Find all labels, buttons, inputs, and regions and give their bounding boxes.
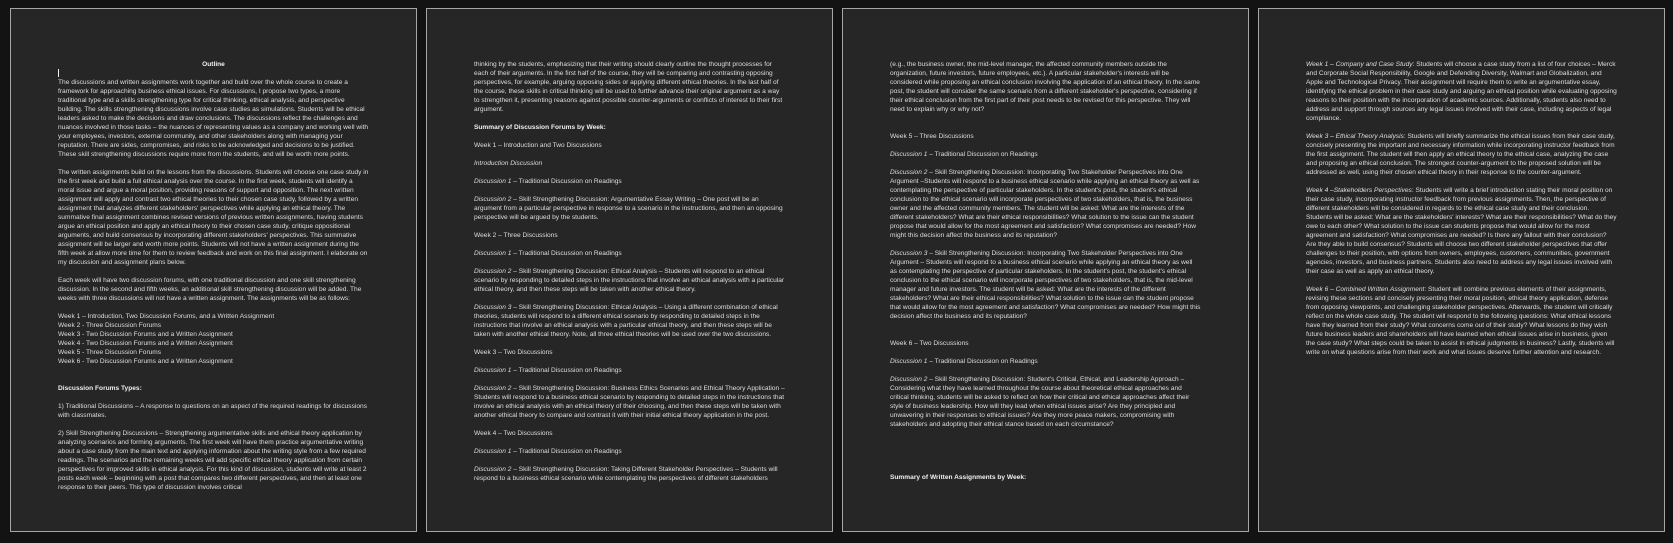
paragraph[interactable] bbox=[474, 348, 785, 357]
paragraph[interactable] bbox=[1306, 186, 1617, 276]
paragraph[interactable] bbox=[474, 231, 785, 240]
section-heading[interactable] bbox=[474, 123, 785, 132]
text-run: : Students will write a brief introduction stating their moral position on their case study, incorporating instructor feedback from previous assignments. Then, the perspective of different stakeholders will be considered in regards to the ethical case study and their conclusion. Students will be asked: What are the stakeholders' interests? What are their responsibilities? What do they owe to each other? What solution to the issue can students propose that would allow for the most agreement and satisfaction? What compromises are needed? Is there any fallout with their conclusion? Are they able to build consensus? Students will choose two different stakeholder perspectives that offer challenges to their position, with options from owners, employees, customers, communities, government agencies, investors, and business partners. Students also need to address any legal issues involved with their case as well as apply an ethical theory. bbox=[1306, 187, 1617, 275]
document-title[interactable] bbox=[58, 60, 369, 69]
paragraph[interactable] bbox=[474, 447, 785, 456]
text-run: Week 3 - Two Discussion Forums and a Written Assignment bbox=[58, 331, 233, 338]
document-page-2[interactable] bbox=[426, 8, 833, 532]
text-run: Discussion Forums Types: bbox=[58, 385, 142, 392]
text-run: (e.g., the business owner, the mid-level manager, the affected community members outside the organization, future investors, future employees, etc.). A particular stakeholder's interests will be considered while proposing an ethical conclusion involving the application of an ethical theory. In the same post, the student will consider the same scenario from a different stakeholder's perspective, considering if their ethical conclusion from the first part of their post needs to be revised for this perspective. They will need to explain why or why not? bbox=[890, 61, 1200, 113]
paragraph[interactable] bbox=[58, 429, 369, 492]
text-run: Summary of Written Assignments by Week: bbox=[890, 474, 1027, 481]
text-run: – Traditional Discussion on Readings bbox=[511, 250, 622, 257]
paragraph[interactable] bbox=[474, 177, 785, 186]
paragraph[interactable] bbox=[474, 366, 785, 375]
text-run: – Traditional Discussion on Readings bbox=[511, 448, 622, 455]
text-run: – Skill Strengthening Discussion: Argumentative Essay Writing – One post will be an argument from a particular perspective in response to a scenario in the instructions, and then an opposing perspective will be argued by the students. bbox=[474, 196, 783, 221]
paragraph[interactable] bbox=[474, 465, 785, 483]
list-line[interactable] bbox=[58, 321, 369, 330]
text-run: Discussion 1 bbox=[474, 448, 512, 455]
spacer bbox=[890, 330, 1201, 339]
text-run: Discussion 2 bbox=[890, 376, 928, 383]
text-run: Week 4 – Two Discussions bbox=[474, 430, 553, 437]
text-run: Discussion 1 bbox=[890, 151, 928, 158]
text-run: Discussion 3 bbox=[474, 304, 512, 311]
cursor-line bbox=[58, 69, 369, 78]
text-run: Discussion 2 bbox=[474, 385, 512, 392]
text-run: – Skill Strengthening Discussion: Taking Different Stakeholder Perspectives – Students will respond to a business ethical scenario while contemplating the perspectives of different stakeholders bbox=[474, 466, 778, 482]
text-run: Week 1 – Company and Case Study bbox=[1306, 61, 1413, 68]
text-run: 2) Skill Strengthening Discussions – Strengthening argumentative skills and ethical theory application by analyzing scenarios and forming arguments. The first week will have them practice argumentative writing about a case study from the main text and applying information about the writing style from a few required readings. The scenarios and the remaining weeks will add specific ethical theory application from certain perspectives for improved skills in ethical analysis. For this kind of discussion, students will write at least 2 posts each week – beginning with a post that compares two different perspectives, and then at least one response to their peers. This type of discussion involves critical bbox=[58, 430, 367, 491]
paragraph[interactable] bbox=[474, 303, 785, 339]
text-run: Discussion 2 bbox=[474, 196, 512, 203]
text-run: Discussion 1 bbox=[474, 367, 512, 374]
text-run: Week 2 - Three Discussion Forums bbox=[58, 322, 162, 329]
paragraph[interactable] bbox=[474, 384, 785, 420]
text-run: Week 4 - Two Discussion Forums and a Written Assignment bbox=[58, 340, 233, 347]
text-run: Discussion 3 bbox=[890, 250, 928, 257]
list-line[interactable] bbox=[58, 357, 369, 366]
text-run: – Skill Strengthening Discussion: Incorporating Two Stakeholder Perspectives into One Argument – Students will respond to a business ethical scenario while applying an ethical theory as well as contemplating the perspective of particular stakeholders. In the student's post, the student's ethical conclusion to the ethical scenario will incorporate perspectives of two stakeholders, that is, the mid-level manager and future investors. The student will be asked: What are the interests of the different stakeholders? What are their ethical responsibilities? What solution to the issue can the student propose that would allow for the most agreement and satisfaction? What compromises are needed? How might this decision affect the business and its reputation? bbox=[890, 250, 1201, 320]
paragraph[interactable] bbox=[474, 60, 785, 114]
list-line[interactable] bbox=[58, 330, 369, 339]
text-run: Week 2 – Three Discussions bbox=[474, 232, 558, 239]
text-run: – Skill Strengthening Discussion: Business Ethics Scenarios and Ethical Theory Application – Students will respond to a business ethical scenario by responding to detailed steps in the instructions that involve an ethical analysis with an ethical theory of their choosing, and then these steps will be taken with another ethical theory to compare and contrast it with their initial ethical theory application in the post. bbox=[474, 385, 785, 419]
paragraph[interactable] bbox=[890, 249, 1201, 321]
paragraph[interactable] bbox=[1306, 60, 1617, 123]
text-run: The discussions and written assignments work together and build over the whole course to create a framework for approaching business ethical issues. For discussions, I propose two types, a more traditional type and a skills strengthening type for critical thinking, ethical analysis, and perspective building. The skills strengthening discussions involve case studies as simulations. Students will be ethical leaders asked to make the decisions and draw conclusions. The discussions reflect the challenges and nuances involved in those tasks – the nuances of representing values as a company and working well with your employees, investors, external community, and other stakeholders along with managing your reputation. There are sides, compromises, and risks to be acknowledged and decisions to be justified. These skill strengthening discussions require more from the students, and will be worth more points. bbox=[58, 79, 369, 158]
text-run: : Students will choose a case study from a list of four choices – Merck and Corporate Social Responsibility, Google and Defending Diversity, Walmart and Globalization, and Apple and Technological Privacy. Their assignment will require them to write an argumentative essay, identifying the ethical problem in their case study and arguing an ethical position while evaluating opposing reasons to their position with the incorporation of academic sources. Additionally, students also need to address and support through sources any legal issues involved with their case, including aspects of legal compliance. bbox=[1306, 61, 1617, 122]
paragraph[interactable] bbox=[474, 249, 785, 258]
text-run: Week 5 – Three Discussions bbox=[890, 133, 974, 140]
document-page-3[interactable] bbox=[842, 8, 1249, 532]
spacer bbox=[58, 366, 369, 384]
paragraph[interactable] bbox=[890, 339, 1201, 348]
text-run: : Student will combine previous elements of their assignments, revising these sections and concisely presenting their moral position, ethical theory application, defense from opposing viewpoints, and challenging stakeholder perspectives. Afterwards, the student will critically reflect on the whole case study. The student will respond to the following questions: What ethical lessons have they learned from their study? What concerns come out of their study? What lessons do they wish future business leaders and shareholders will have learned when ethical issues arise in business, given the case study? What steps could be taken to assist in ethical judgments in business? Lastly, students will write on what questions arise from their work and what issues deserve further attention and research. bbox=[1306, 286, 1615, 356]
text-run: Week 1 – Introduction, Two Discussion Forums, and a Written Assignment bbox=[58, 313, 275, 320]
text-run: Discussion 1 bbox=[474, 250, 512, 257]
paragraph[interactable] bbox=[890, 375, 1201, 429]
text-cursor bbox=[58, 69, 59, 77]
text-run: Week 6 – Combined Written Assignment bbox=[1306, 286, 1425, 293]
text-run: The written assignments build on the lessons from the discussions. Students will choose one case study in the first week and build a full ethical analysis over the course. In the first week, students will identify a moral issue and argue a moral position, providing reasons of support and opposition. The next written assignment will apply and contrast two ethical theories to their chosen case study, followed by a written assignment that analyzes different stakeholders' perspectives while applying an ethical theory. The summative final assignment combines revised versions of previous written assignments, having students argue an ethical position and apply an ethical theory to their chosen case study, critique oppositional arguments, and build consensus by incorporating different stakeholders' perspectives. This summative assignment will be larger and worth more points. Students will not have a written assignment during the fifth week at allow more time for them to review feedback and work on this final assignment. I elaborate on my discussion and assignment plans below. bbox=[58, 169, 369, 266]
text-run: Discussion 2 bbox=[474, 466, 512, 473]
text-run: – Skill Strengthening Discussion: Ethical Analysis – Students will respond to an ethical scenario by responding to detailed steps in the instructions that involve an ethical analysis with a particular ethical theory, and then these steps will be taken with another ethical theory. bbox=[474, 268, 785, 293]
text-run: 1) Traditional Discussions – A response to questions on an aspect of the required readings for discussions with classmates. bbox=[58, 403, 367, 419]
text-run: – Traditional Discussion on Readings bbox=[927, 151, 1038, 158]
text-run: Week 4 –Stakeholders Perspectives bbox=[1306, 187, 1412, 194]
paragraph[interactable] bbox=[58, 276, 369, 303]
paragraph[interactable] bbox=[474, 267, 785, 294]
paragraph[interactable] bbox=[474, 159, 785, 168]
text-run: – Traditional Discussion on Readings bbox=[511, 367, 622, 374]
paragraph[interactable] bbox=[58, 168, 369, 267]
text-run: Discussion 2 bbox=[474, 268, 512, 275]
paragraph[interactable] bbox=[890, 132, 1201, 141]
text-run: Discussion 1 bbox=[890, 358, 928, 365]
paragraph[interactable] bbox=[890, 60, 1201, 114]
text-run: Discussion 1 bbox=[474, 178, 512, 185]
section-heading[interactable] bbox=[890, 473, 1201, 482]
text-run: – Skill Strengthening Discussion: Incorporating Two Stakeholder Perspectives into One Argument –Students will respond to a business ethical scenario while applying an ethical theory as well as contemplating the perspective of particular stakeholders. In the student's post, the student's ethical conclusion to the ethical scenario will incorporate perspectives of two stakeholders, that is, the business owner and the affected community members. The student will be asked: What are the interests of the different stakeholders? What are their ethical responsibilities? What solution to the issue can the student propose that would allow for the most agreement and satisfaction? What compromises are needed? How might this decision affect the business and its reputation? bbox=[890, 169, 1200, 239]
spacer bbox=[890, 438, 1201, 473]
paragraph[interactable] bbox=[474, 429, 785, 438]
document-page-4[interactable] bbox=[1258, 8, 1665, 532]
paragraph[interactable] bbox=[890, 168, 1201, 240]
text-run: Week 6 – Two Discussions bbox=[890, 340, 969, 347]
list-line[interactable] bbox=[58, 348, 369, 357]
text-run: Week 6 - Two Discussion Forums and a Written Assignment bbox=[58, 358, 233, 365]
list-line[interactable] bbox=[58, 312, 369, 321]
text-run: – Skill Strengthening Discussion: Student's Critical, Ethical, and Leadership Approach – Considering what they have learned throughout the course about theoretical ethical approaches and critical thinking, students will be asked to reflect on how their critical and ethical approaches affect their style of business leadership. How will they lead when ethical issues arise? Are they principled and unwavering in their responses to ethical issues? Are they more peace makers, compromising with stakeholders and adopting their ethical stance based on each circumstance? bbox=[890, 376, 1190, 428]
text-run: Week 3 – Ethical Theory Analysis bbox=[1306, 133, 1404, 140]
paragraph[interactable] bbox=[58, 402, 369, 420]
spacer bbox=[890, 123, 1201, 132]
text-run: Outline bbox=[202, 61, 225, 68]
text-run: Summary of Discussion Forums by Week: bbox=[474, 124, 606, 131]
text-run: – Traditional Discussion on Readings bbox=[927, 358, 1038, 365]
paragraph[interactable] bbox=[890, 150, 1201, 159]
text-run: Introduction Discussion bbox=[474, 160, 543, 167]
text-run: Week 5 - Three Discussion Forums bbox=[58, 349, 162, 356]
paragraph[interactable] bbox=[474, 141, 785, 150]
paragraph[interactable] bbox=[890, 357, 1201, 366]
text-run: : Students will briefly summarize the ethical issues from their case study, concisely presenting the important and necessary information while incorporating instructor feedback from the first assignment. The student will then apply an ethical theory to the ethical case, analyzing the case and proposing an ethical conclusion. The strongest counter-argument to the proposed solution will be addressed as well, using their chosen ethical theory in their response to the counter-argument. bbox=[1306, 133, 1615, 176]
text-run: thinking by the students, emphasizing that their writing should clearly outline the thought processes for each of their arguments. In the first half of the course, they will be comparing and contrasting opposing perspectives, for example, arguing opposing sides or applying different ethical theories. In the last half of the course, these skills in critical thinking will be used to further advance their original argument as a way to strengthen it, presenting reasons against possible counter-arguments or conflicts of interest to their first argument. bbox=[474, 61, 783, 113]
section-heading[interactable] bbox=[58, 384, 369, 393]
text-run: Week 1 – Introduction and Two Discussions bbox=[474, 142, 602, 149]
text-run: – Skill Strengthening Discussion: Ethical Analysis – Using a different combination of ethical theories, students will respond to a different ethical scenario by responding to detailed steps in the instructions that involve an ethical analysis with a particular ethical theory, and then these steps will be taken with another ethical theory. Note, all three ethical theories will be used over the two discussions. bbox=[474, 304, 778, 338]
text-run: – Traditional Discussion on Readings bbox=[511, 178, 622, 185]
text-run: Each week will have two discussion forums, with one traditional discussion and one skill strengthening discussion. In the second and fifth weeks, an additional skill strengthening discussion will be added. The weeks with three discussions will not have a written assignment. The assignments will be as follows: bbox=[58, 277, 362, 302]
paragraph[interactable] bbox=[58, 78, 369, 159]
text-run: Discussion 2 bbox=[890, 169, 928, 176]
paragraph[interactable] bbox=[474, 195, 785, 222]
list-line[interactable] bbox=[58, 339, 369, 348]
text-run: Week 3 – Two Discussions bbox=[474, 349, 553, 356]
paragraph[interactable] bbox=[1306, 285, 1617, 357]
document-page-1[interactable] bbox=[10, 8, 417, 532]
paragraph[interactable] bbox=[1306, 132, 1617, 177]
